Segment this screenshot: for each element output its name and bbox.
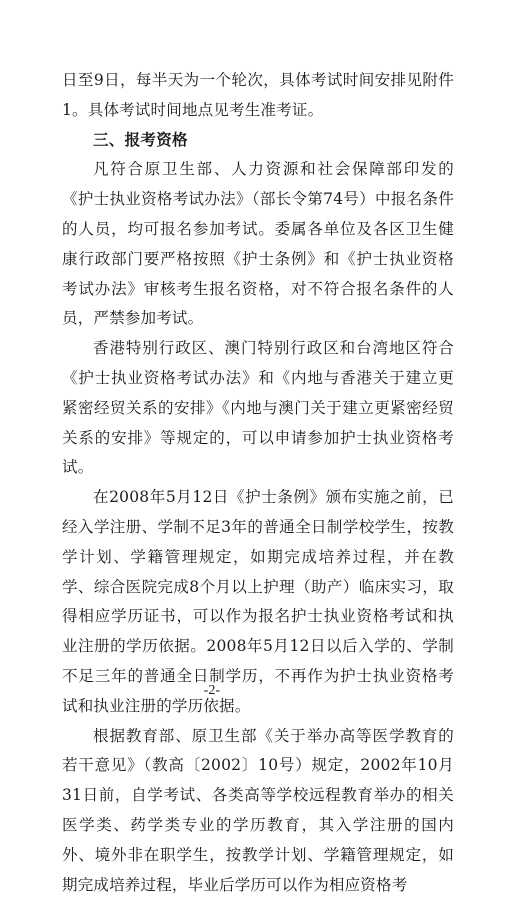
document-body: [62, 66, 454, 900]
paragraph-hk-macao-taiwan: 香港特别行政区、澳门特别行政区和台湾地区符合《护士执业资格考试办法》和《内地与香港关于建立更紧密经贸关系的安排》《内地与澳门关于建立更紧密经贸关系的安排》等规定的，可以申请参加护士执业资格考试。: [62, 339, 454, 477]
paragraph-before-2008: 在2008年5月12日《护士条例》颁布实施之前，已经入学注册、学制不足3年的普通全日制学校学生，按教学计划、学籍管理规定，如期完成培养过程，并在教学、综合医院完成8个月以上护理（助产）临床实习，取得相应学历证书，可以作为报名护士执业资格考试和执业注册的学历依据。2008年5月12日以后入学的、学制不足三年的普通全日制学历，不再作为护士执业资格考试和执业注册的学历依据。: [62, 488, 454, 715]
paragraph-continuation: 日至9日，每半天为一个轮次，具体考试时间安排见附件1。具体考试时间地点见考生准考证。: [62, 71, 454, 119]
page-number: -2-: [203, 683, 220, 698]
paragraph-higher-education: 根据教育部、原卫生部《关于举办高等医学教育的若干意见》（教高〔2002〕10号）规定，2002年10月31日前，自学考试、各类高等学校远程教育举办的相关医学类、药学类专业的学历教育，其入学注册的国内外、境外非在职学生，按教学计划、学籍管理规定，如期完成培养过程，毕业后学历可以作为相应资格考: [62, 726, 454, 894]
paragraph-eligibility-general: 凡符合原卫生部、人力资源和社会保障部印发的《护士执业资格考试办法》（部长令第74号）中报名条件的人员，均可报名参加考试。委属各单位及各区卫生健康行政部门要严格按照《护士条例》和《护士执业资格考试办法》审核考生报名资格，对不符合报名条件的人员，严禁参加考试。: [62, 160, 454, 328]
section-heading-eligibility: 三、报考资格: [93, 130, 188, 149]
